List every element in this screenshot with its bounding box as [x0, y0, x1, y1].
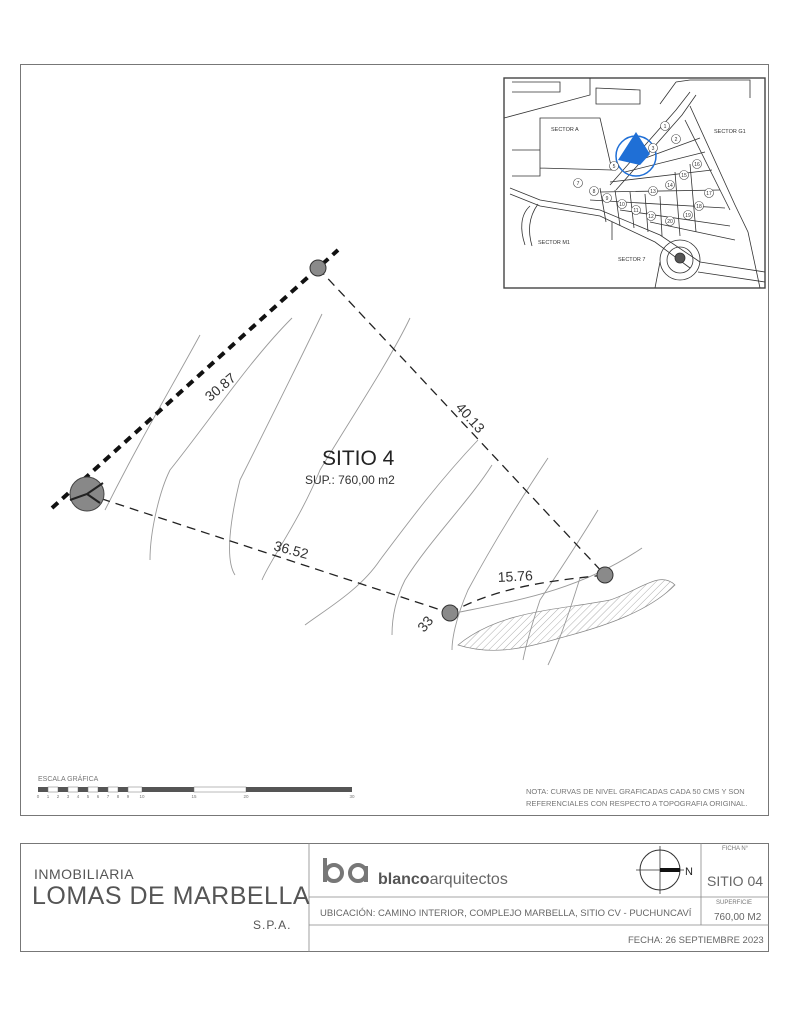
- scale-label: ESCALA GRÁFICA: [38, 776, 99, 783]
- scale-tick: 5: [86, 794, 90, 799]
- north-arrow-icon: [636, 846, 684, 894]
- lot-number: 7: [576, 181, 580, 187]
- dimension-label: 15.76: [497, 567, 534, 585]
- company-line1: INMOBILIARIA: [34, 866, 135, 882]
- brand-logo: [325, 858, 366, 882]
- brand-name-bold: blanco: [378, 871, 430, 888]
- lot-number: 10: [619, 202, 625, 208]
- site-title: SITIO 4: [322, 447, 395, 470]
- key-map: [504, 78, 765, 288]
- keymap-sector-label: SECTOR 7: [618, 257, 646, 263]
- brand-name: [378, 871, 508, 889]
- scale-tick: 30: [349, 794, 355, 799]
- brand-name-rest: arquitectos: [429, 871, 508, 888]
- dimension-label: 33: [414, 612, 437, 635]
- scale-tick: 6: [96, 794, 100, 799]
- lot-number: 5: [612, 164, 616, 170]
- topography-note: NOTA: CURVAS DE NIVEL GRAFICADAS CADA 50 CMS Y SON REFERENCIALES CON RESPECTO A TOPOGRAFIA ORIGINAL.: [526, 787, 748, 808]
- lot-boundaries: [87, 268, 605, 613]
- dimension-label: 36.52: [272, 537, 311, 562]
- superficie-value: 760,00 M2: [714, 912, 762, 923]
- keymap-sector-label: SECTOR M1: [538, 240, 570, 246]
- lot-number: 2: [674, 137, 678, 143]
- lot-number: 20: [667, 219, 673, 225]
- scale-tick: 0: [36, 794, 40, 799]
- lot-number: 11: [633, 208, 639, 214]
- company-suffix: S.P.A.: [253, 918, 292, 932]
- keymap-sector-label: SECTOR A: [551, 127, 579, 133]
- scale-tick: 10: [139, 794, 145, 799]
- scale-tick: 15: [191, 794, 197, 799]
- north-label: N: [685, 866, 693, 878]
- vertex-marker: [442, 605, 458, 621]
- keymap-sector-label: SECTOR G1: [714, 129, 746, 135]
- ficha-value: SITIO 04: [707, 873, 764, 889]
- lot-number: 14: [667, 183, 673, 189]
- lot-number: 9: [605, 196, 609, 202]
- lot-number: 19: [685, 213, 691, 219]
- lot-number: 18: [696, 204, 702, 210]
- company-name: LOMAS DE MARBELLA: [32, 882, 311, 910]
- scale-tick: 8: [116, 794, 120, 799]
- vertex-marker: [310, 260, 326, 276]
- site-area: SUP.: 760,00 m2: [305, 473, 395, 487]
- scale-tick: 20: [243, 794, 249, 799]
- hatched-terrain: [458, 580, 675, 651]
- lot-number: 12: [648, 214, 654, 220]
- superficie-label: SUPERFICIE: [716, 900, 753, 906]
- scale-tick: 3: [66, 794, 70, 799]
- location: UBICACIÓN: CAMINO INTERIOR, COMPLEJO MARBELLA, SITIO CV - PUCHUNCAVÍ: [320, 908, 692, 919]
- scale-tick: 7: [106, 794, 110, 799]
- vertex-marker: [597, 567, 613, 583]
- scale-tick: 2: [56, 794, 60, 799]
- dimension-label: 40.13: [452, 399, 489, 437]
- lot-number: 17: [706, 191, 712, 197]
- date: FECHA: 26 SEPTIEMBRE 2023: [628, 935, 764, 946]
- scale-tick: 4: [76, 794, 80, 799]
- lot-number: 13: [650, 189, 656, 195]
- ficha-label: FICHA N°: [722, 846, 749, 852]
- lot-number: 16: [694, 162, 700, 168]
- lot-number: 15: [681, 173, 687, 179]
- lot-number: 3: [651, 146, 655, 152]
- dimension-label: 30.87: [201, 369, 239, 405]
- front-boundary: [52, 250, 338, 508]
- scale-tick: 1: [46, 794, 50, 799]
- lot-number: 8: [592, 189, 596, 195]
- scale-tick: 9: [126, 794, 130, 799]
- scale-bar: [37, 787, 355, 799]
- lot-number: 1: [663, 124, 667, 130]
